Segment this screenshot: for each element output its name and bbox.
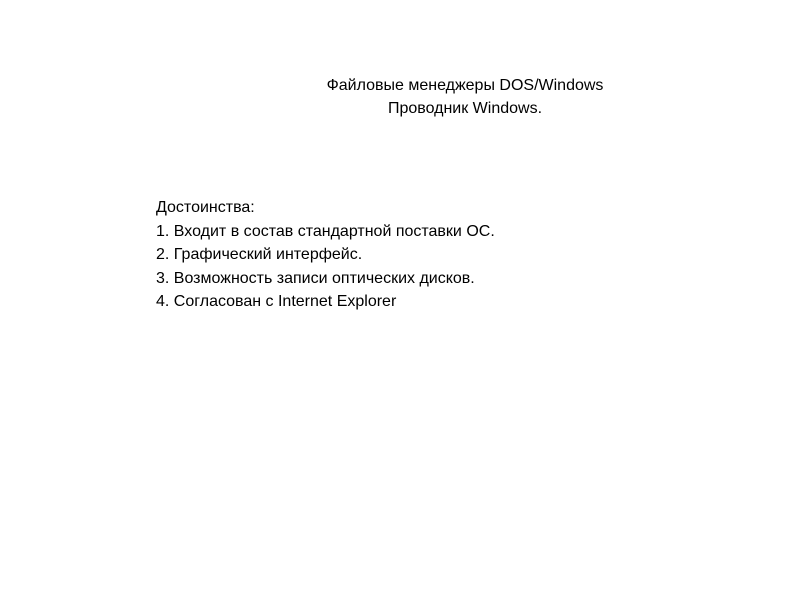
advantage-item-2: 2. Графический интерфейс. xyxy=(156,246,363,263)
slide-title xyxy=(283,74,647,120)
advantage-item-3: 3. Возможность записи оптических дисков. xyxy=(156,269,475,287)
advantages-heading: Достоинства: xyxy=(156,199,255,216)
title-line-2: Проводник Windows. xyxy=(387,100,543,117)
title-line-1: Файловые менеджеры DOS/Windows xyxy=(326,77,604,94)
advantage-item-1: 1. Входит в состав стандартной поставки ОС. xyxy=(156,222,495,240)
advantage-item-4: 4. Согласован с Internet Explorer xyxy=(156,293,397,310)
advantages-list xyxy=(156,196,495,314)
